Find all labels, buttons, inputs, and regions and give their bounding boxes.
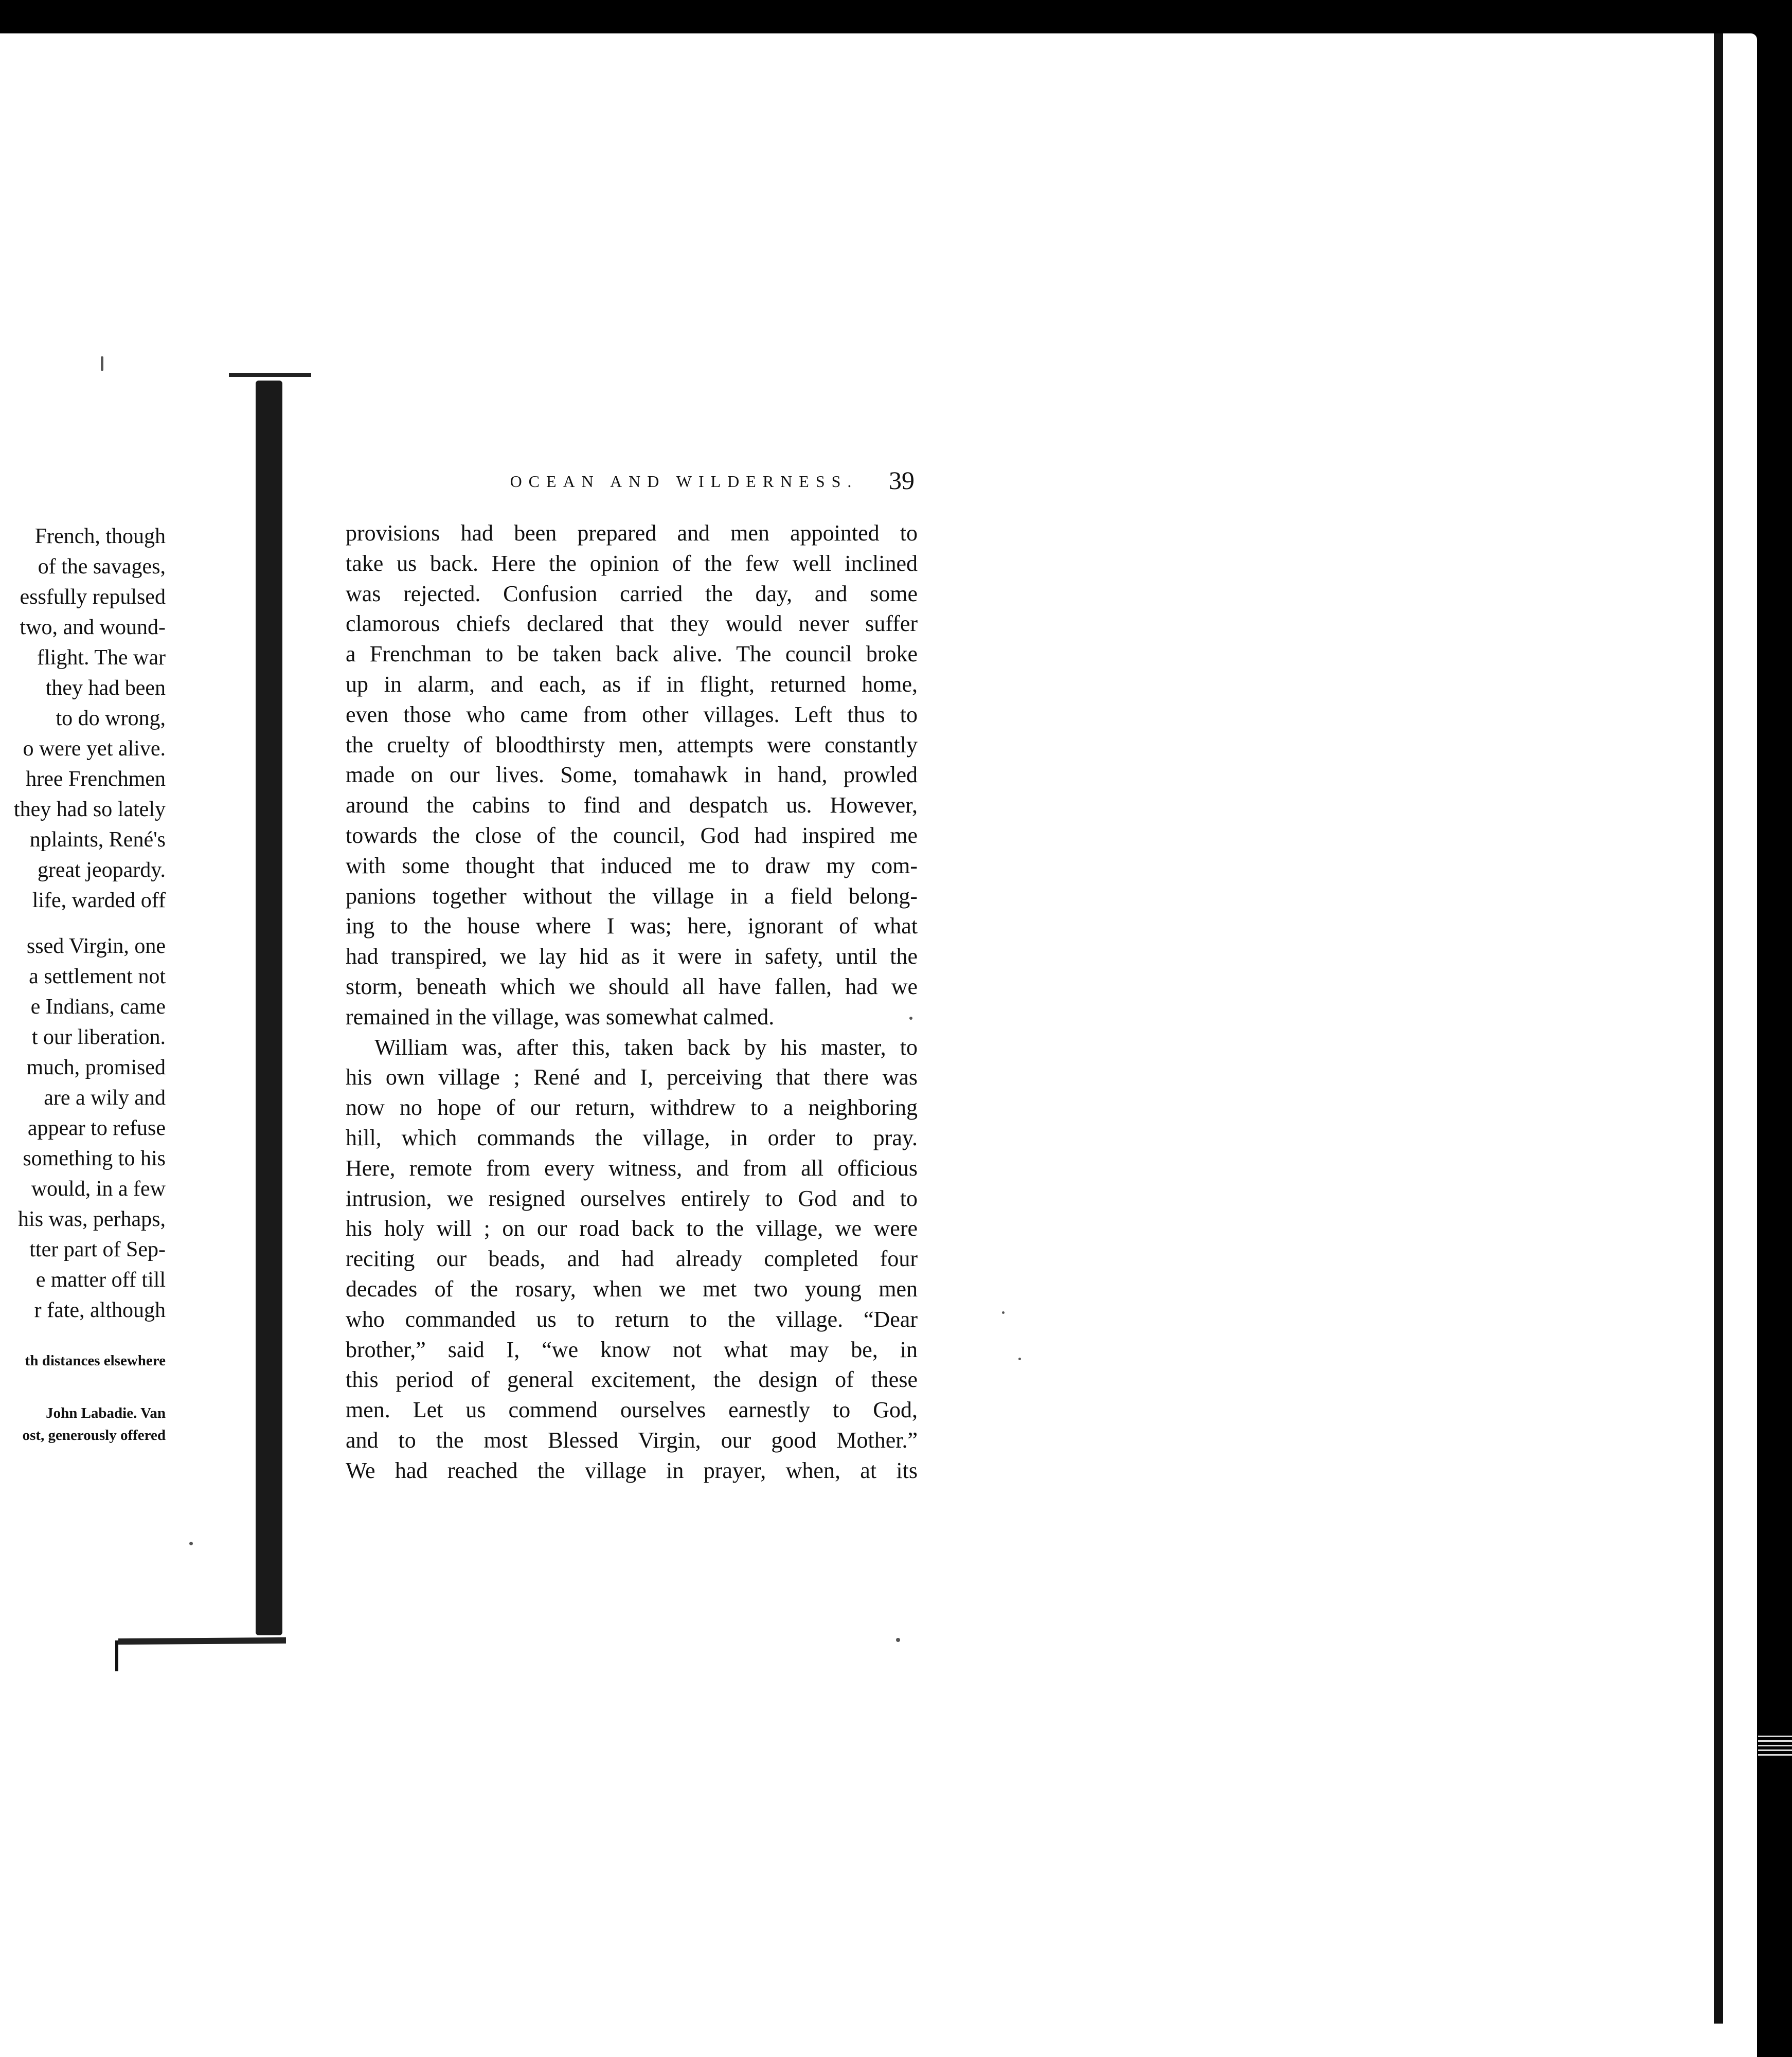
text-line: was rejected. Confusion carried the day, and some <box>346 581 918 606</box>
text-line: who commanded us to return to the village. “Dear <box>346 1306 918 1332</box>
facing-line: great jeopardy. <box>37 858 166 882</box>
scan-speck <box>101 356 103 371</box>
facing-line: life, warded off <box>32 889 166 912</box>
gutter-rule-top <box>229 373 311 377</box>
text-line: remained in the village, was somewhat calmed. <box>346 1004 775 1030</box>
text-line: We had reached the village in prayer, when, at its <box>346 1457 918 1483</box>
text-line: the cruelty of bloodthirsty men, attempts were constantly <box>346 732 918 757</box>
scan-speck <box>1018 1358 1021 1360</box>
text-line: brother,” said I, “we know not what may be, in <box>346 1337 918 1362</box>
scan-speck <box>189 1542 193 1545</box>
facing-page-text <box>0 507 170 1484</box>
facing-line: hree Frenchmen <box>26 767 166 791</box>
text-line: decades of the rosary, when we met two young men <box>346 1276 918 1302</box>
text-line: his own village ; René and I, perceiving that there was <box>346 1064 918 1090</box>
running-head: OCEAN AND WILDERNESS. <box>510 472 858 491</box>
facing-line: of the savages, <box>38 555 166 579</box>
facing-footnote: John Labadie. Van <box>46 1405 166 1421</box>
body-text <box>346 518 918 1486</box>
text-line: a Frenchman to be taken back alive. The council broke <box>346 641 918 667</box>
facing-line: to do wrong, <box>56 707 166 730</box>
gutter-rule-bottom <box>118 1637 288 1645</box>
facing-line: they had been <box>45 676 166 700</box>
facing-line: e matter off till <box>35 1268 166 1292</box>
text-line: men. Let us commend ourselves earnestly to God, <box>346 1397 918 1423</box>
facing-line: a settlement not <box>29 965 166 988</box>
scan-speck <box>248 2024 253 2029</box>
text-line: intrusion, we resigned ourselves entirely to God and to <box>346 1185 918 1211</box>
facing-footnote: ost, generously offered <box>22 1427 166 1443</box>
scan-speck <box>1641 2024 1646 2029</box>
text-line: this period of general excitement, the design of these <box>346 1367 918 1393</box>
facing-line: they had so lately <box>13 798 166 821</box>
facing-line: his was, perhaps, <box>18 1207 166 1231</box>
facing-line: essfully repulsed <box>20 585 166 609</box>
text-line: even those who came from other villages. Left thus to <box>346 701 918 727</box>
facing-line: tter part of Sep- <box>29 1238 166 1261</box>
text-line: hill, which commands the village, in order to pray. <box>346 1125 918 1150</box>
scan-speck <box>1080 2024 1085 2029</box>
facing-footnote: th distances elsewhere <box>25 1352 166 1369</box>
text-line: William was, after this, taken back by his master, to <box>374 1034 918 1060</box>
facing-line: o were yet alive. <box>23 737 166 761</box>
text-line: and to the most Blessed Virgin, our good Mother.” <box>346 1427 918 1453</box>
facing-line: nplaints, René's <box>29 828 166 852</box>
text-line: towards the close of the council, God had inspired me <box>346 822 918 848</box>
text-line: made on our lives. Some, tomahawk in hand, prowled <box>346 762 918 788</box>
scan-speck <box>1002 1311 1005 1314</box>
text-line: now no hope of our return, withdrew to a neighboring <box>346 1095 918 1121</box>
facing-line: two, and wound- <box>20 616 166 639</box>
text-line: reciting our beads, and had already completed four <box>346 1246 918 1272</box>
facing-line: something to his <box>23 1147 166 1170</box>
text-line: Here, remote from every witness, and from all officious <box>346 1155 918 1181</box>
text-line: ing to the house where I was; here, ignorant of what <box>346 913 918 939</box>
scan-speck <box>896 1638 900 1642</box>
facing-line: French, though <box>34 525 166 548</box>
scan-border-right-inner <box>1731 33 1737 2024</box>
text-line: storm, beneath which we should all have fallen, had we <box>346 973 918 999</box>
text-line: his holy will ; on our road back to the village, we were <box>346 1216 918 1241</box>
text-line: take us back. Here the opinion of the few well inclined <box>346 550 918 576</box>
text-line: with some thought that induced me to draw my com- <box>346 853 918 878</box>
gutter-tick <box>115 1640 118 1671</box>
facing-line: ssed Virgin, one <box>26 934 166 958</box>
facing-line: e Indians, came <box>30 995 166 1019</box>
text-line: around the cabins to find and despatch us. However, <box>346 792 918 818</box>
text-line: provisions had been prepared and men appointed to <box>346 520 918 546</box>
text-line: panions together without the village in a field belong- <box>346 883 918 909</box>
scan-border-right <box>1714 33 1723 2024</box>
facing-line: appear to refuse <box>27 1116 166 1140</box>
text-line: clamorous chiefs declared that they would never suffer <box>346 611 918 637</box>
facing-line: are a wily and <box>44 1086 166 1110</box>
scan-speck <box>909 1017 912 1020</box>
text-line: up in alarm, and each, as if in flight, returned home, <box>346 671 918 697</box>
scan-edge-ticks <box>1758 1736 1792 1766</box>
facing-line: t our liberation. <box>31 1025 166 1049</box>
text-line: had transpired, we lay hid as it were in safety, until the <box>346 944 918 969</box>
book-gutter <box>256 381 282 1635</box>
facing-line: r fate, although <box>34 1298 166 1322</box>
facing-line: would, in a few <box>31 1177 166 1201</box>
page-number: 39 <box>889 466 915 495</box>
facing-line: flight. The war <box>37 646 166 670</box>
facing-line: much, promised <box>26 1056 166 1079</box>
